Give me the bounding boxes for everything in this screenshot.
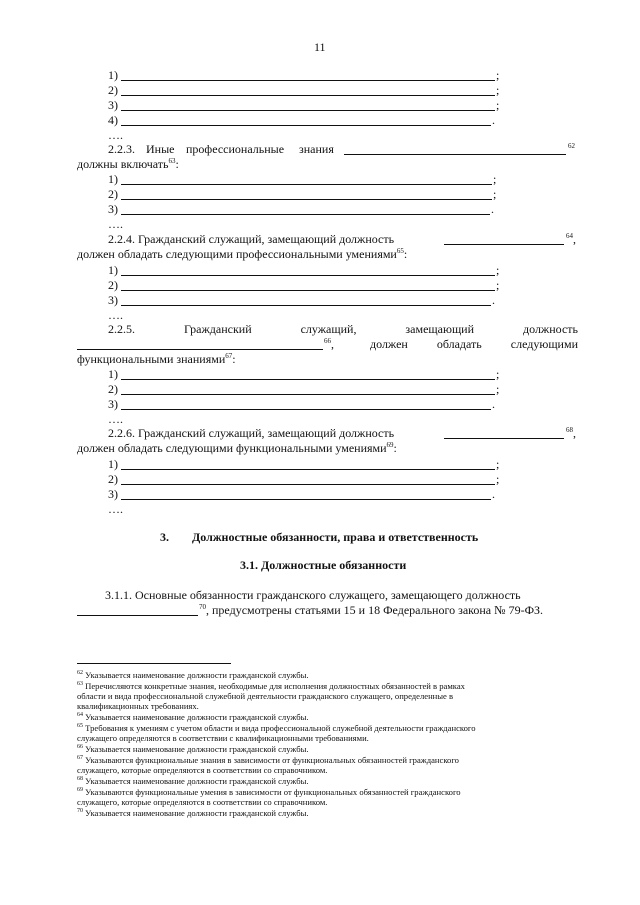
footnote-ref: 62 (568, 142, 575, 150)
footnote-text: Указывается наименование должности гражданской службы. (85, 744, 309, 754)
item-number: 3) (108, 397, 118, 411)
punctuation: ; (496, 367, 500, 381)
blank-line (121, 202, 490, 215)
footnote-ref: 68 (566, 426, 573, 434)
paragraph-line: , предусмотрены статьями 15 и 18 Федерального закона № 79-ФЗ. (206, 603, 544, 617)
footnote-number: 69 (77, 787, 83, 793)
blank-line (121, 278, 495, 291)
footnote-ref: 64 (566, 232, 573, 240)
item-number: 1) (108, 68, 118, 82)
blank-line (77, 337, 323, 350)
item-number: 2) (108, 187, 118, 201)
blank-line (121, 487, 491, 500)
punctuation: . (492, 397, 495, 411)
blank-line (121, 98, 495, 111)
item-number: 1) (108, 457, 118, 471)
footnote-text: Указывается наименование должности гражданской службы. (85, 808, 309, 818)
footnote-number: 65 (77, 723, 83, 729)
item-number: 4) (108, 113, 118, 127)
footnote-text: служащего, которые определяются в соответствии со справочником. (77, 797, 328, 807)
blank-line (444, 426, 564, 439)
footnote-ref: 69 (386, 441, 394, 449)
item-number: 3) (108, 98, 118, 112)
blank-line (121, 382, 495, 395)
text-word: обладать (436, 337, 482, 351)
text-line: 2.2.4. Гражданский служащий, замещающий должность (108, 232, 395, 246)
document-page: 11 1) ; 2) ; 3) ; 4) . …. 2.2.3. Иные профессиональные знания $^{62}$ должны включать$^{63}$: 1) ; 2) ; 3) . …. 2.2.4. Гражданский служащий, замещающий должность $^{64}$, должен обладать следующими профессиональными умениями$^{65}$: 1) ; 2) ; 3) . …. 2.2.5. Гражданский служащий, замещающий должность $^{66}$, должен обладать следующими функциональными знаниями$^{67}$: 1) ; 2) ; 3) . …. 2.2.6. Гражданский служащий, замещающий должность $^{68}$, должен обладать следующими функциональными умениями$^{69}$: 1) ; 2) ; 3) . …. 3. Должностные обязанности, права и ответственность 3.1. Должностные обязанности 3.1.1. Основные обязанности гражданского служащего, замещающего должность $^{70}$, предусмотрены статьями 15 и 18 Федерального закона № 79-ФЗ. $^{62}$ Указывается наименование должности гражданской службы. $^{63}$ Перечисляются конкретные знания, необходимые для исполнения должностных обязанностей в рамках области и вида профессиональной служебной деятельности гражданского служащего, определенные в квалификационных требованиях. $^{64}$ Указывается наименование должности гражданской службы. $^{65}$ Требования к умениям с учетом области и вида профессиональной служебной деятельности гражданского служащего определяются в соответствии с квалификационными требованиями. $^{66}$ Указывается наименование должности гражданской службы. $^{67}$ Указываются функциональные знания в зависимости от функциональных обязанностей гражданского служащего, которые определяются в соответствии со справочником. $^{68}$ Указывается наименование должности гражданской службы. $^{69}$ Указываются функциональные умения в зависимости от функциональных обязанностей гражданского служащего, которые определяются в соответствии со справочником. $^{70}$ Указывается наименование должности гражданской службы. (0, 0, 640, 905)
punctuation: . (492, 293, 495, 307)
footnote-number: 63 (77, 681, 83, 687)
ellipsis: …. (108, 217, 123, 231)
footnote-number: 66 (77, 744, 83, 750)
footnote-text: Указываются функциональные знания в зависимости от функциональных обязанностей гражданского (85, 755, 459, 765)
punctuation: ; (496, 98, 500, 112)
punctuation: ; (496, 382, 500, 396)
ellipsis: …. (108, 412, 123, 426)
subsection-title: 3.1. Должностные обязанности (240, 558, 407, 572)
punctuation: ; (493, 172, 497, 186)
text-word: служащий, (300, 322, 357, 336)
section-title: Должностные обязанности, права и ответственность (192, 530, 479, 544)
footnote-text: квалификационных требованиях. (77, 701, 199, 711)
footnote-text: области и вида профессиональной служебной деятельности гражданского служащего, определенные в (77, 691, 454, 701)
item-number: 2) (108, 472, 118, 486)
text-line: функциональными знаниями (77, 352, 226, 366)
footnote-ref: 65 (396, 247, 404, 255)
punctuation: . (491, 202, 494, 216)
blank-line (121, 83, 495, 96)
blank-line (121, 68, 495, 81)
item-number: 3) (108, 487, 118, 501)
blank-line (121, 113, 491, 126)
footnote-text: служащего определяются в соответствии с квалификационными требованиями. (77, 733, 369, 743)
punctuation: , (573, 426, 576, 440)
footnote-ref: 67 (225, 352, 233, 360)
blank-line (121, 172, 492, 185)
text-word: следующими (510, 337, 578, 351)
blank-line (121, 187, 492, 200)
punctuation: ; (496, 278, 500, 292)
punctuation: ; (493, 187, 497, 201)
item-number: 3) (108, 202, 118, 216)
punctuation: : (393, 441, 397, 455)
footnote-number: 68 (77, 776, 83, 782)
text-word: должен (370, 337, 408, 351)
ellipsis: …. (108, 128, 123, 142)
blank-line (121, 293, 491, 306)
punctuation: . (492, 487, 495, 501)
footnote-separator (77, 663, 231, 664)
blank-line (121, 472, 495, 485)
footnote-ref: 66 (324, 337, 331, 345)
punctuation: ; (496, 457, 500, 471)
item-number: 1) (108, 172, 118, 186)
blank-line (121, 457, 495, 470)
footnote-text: Указывается наименование должности гражданской службы. (85, 670, 309, 680)
section-number: 2.2.3. (108, 142, 135, 156)
item-number: 2) (108, 83, 118, 97)
footnote-text: Перечисляются конкретные знания, необходимые для исполнения должностных обязанностей в рамках (85, 681, 465, 691)
text-word: профессиональные (186, 142, 285, 156)
punctuation: : (232, 352, 236, 366)
text-line: должен обладать следующими функциональными умениями (77, 441, 387, 455)
punctuation: ; (496, 263, 500, 277)
punctuation: ; (496, 83, 500, 97)
text-line: должен обладать следующими профессиональными умениями (77, 247, 397, 261)
footnote-number: 70 (77, 808, 83, 814)
item-number: 2) (108, 382, 118, 396)
section-number: 3. (160, 530, 169, 544)
punctuation: : (175, 157, 179, 171)
text-word: Иные (146, 142, 175, 156)
text-word: замещающий (405, 322, 475, 336)
footnote-number: 67 (77, 755, 83, 761)
punctuation: ; (496, 472, 500, 486)
item-number: 2) (108, 278, 118, 292)
ellipsis: …. (108, 502, 123, 516)
item-number: 3) (108, 293, 118, 307)
blank-line (77, 603, 198, 616)
blank-line (444, 232, 564, 245)
text-line: должны включать (77, 157, 169, 171)
punctuation: ; (496, 68, 500, 82)
ellipsis: …. (108, 308, 123, 322)
text-word: знания (299, 142, 334, 156)
blank-line (121, 263, 495, 276)
footnote-number: 64 (77, 712, 83, 718)
footnote-text: служащего, которые определяются в соответствии со справочником. (77, 765, 328, 775)
footnote-text: Указываются функциональные умения в зависимости от функциональных обязанностей гражданского (85, 787, 461, 797)
footnote-text: Требования к умениям с учетом области и вида профессиональной служебной деятельности гражданского (85, 723, 476, 733)
footnote-number: 62 (77, 670, 83, 676)
footnote-ref: 63 (168, 157, 176, 165)
punctuation: , (573, 232, 576, 246)
blank-line (121, 367, 495, 380)
footnote-text: Указывается наименование должности гражданской службы. (85, 712, 309, 722)
item-number: 1) (108, 263, 118, 277)
footnote-text: Указывается наименование должности гражданской службы. (85, 776, 309, 786)
section-number: 2.2.5. (108, 322, 135, 336)
blank-line (344, 142, 566, 155)
footnote-ref: 70 (199, 603, 206, 611)
paragraph-line: 3.1.1. Основные обязанности гражданского служащего, замещающего должность (105, 588, 521, 602)
text-word: Гражданский (183, 322, 252, 336)
item-number: 1) (108, 367, 118, 381)
text-word: должность (523, 322, 578, 336)
text-line: 2.2.6. Гражданский служащий, замещающий должность (108, 426, 395, 440)
page-number: 11 (314, 40, 326, 54)
punctuation: . (492, 113, 495, 127)
punctuation: : (403, 247, 408, 261)
blank-line (121, 397, 491, 410)
